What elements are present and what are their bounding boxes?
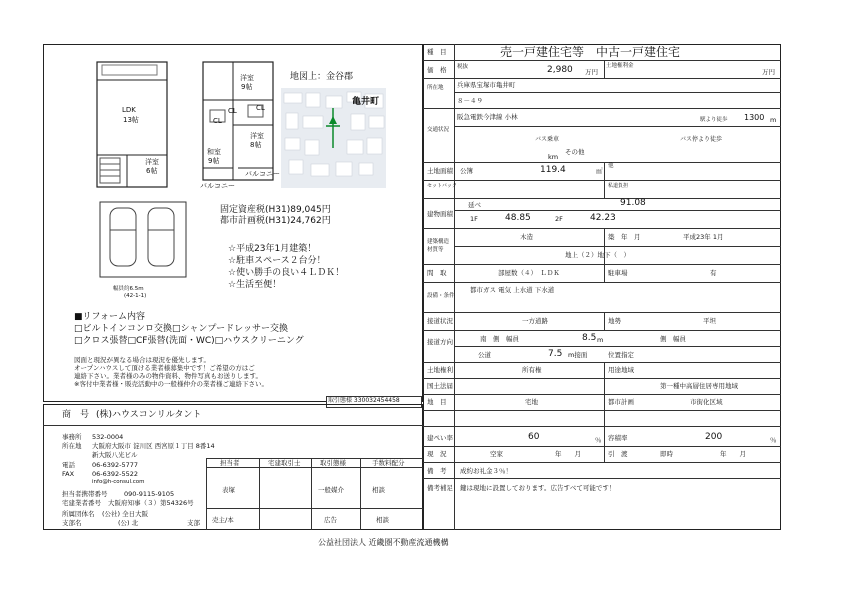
yo2-label: 洋室 <box>250 132 264 140</box>
point-3: ☆使い勝手の良い４ＬＤＫ！ <box>228 268 345 278</box>
ldkind-label: 地 目 <box>427 398 447 406</box>
reform-line-1: □ビルトインコンロ交換□シャンプードレッサー交換 <box>74 324 289 334</box>
tbl-row2a: 売主/本 <box>212 516 234 524</box>
layout-label: 間 取 <box>427 269 447 277</box>
traffic-label: 交通状況 <box>427 127 450 133</box>
property-title: 売一戸建住宅等 中古一戸建住宅 <box>500 45 681 59</box>
utilities: 都市ガス 電気 上水道 下水道 <box>470 286 555 294</box>
parking-drawing <box>98 200 188 280</box>
zip: 532-0004 <box>92 433 124 441</box>
map-label: 地図上：金谷郡 <box>290 72 354 82</box>
cov-pct: ％ <box>595 436 602 444</box>
extra: 鍵は現地に設置しております。広告すべて可能です！ <box>460 484 616 492</box>
cl-label-1: CL <box>213 117 222 125</box>
branch-label: 支部名 <box>62 519 82 527</box>
ldkind: 宅地 <box>525 398 538 406</box>
tbl-v1: 表塚 <box>222 486 235 494</box>
land-right-label: 土地権利 <box>427 366 453 374</box>
fax-label: FAX <box>62 470 75 478</box>
far: 200 <box>705 432 723 442</box>
setback-label: セットバック <box>427 183 457 189</box>
road-unit: m <box>597 336 604 344</box>
status-ym: 年 月 <box>555 450 581 458</box>
road-dir-label: 接道方向 <box>427 338 453 346</box>
point-4: ☆生活至便！ <box>228 280 282 290</box>
bldg-1f-label: 1F <box>470 215 478 223</box>
status: 空家 <box>490 450 503 458</box>
assoc-label: 所属団体名 <box>62 510 95 518</box>
reform-title: ■リフォーム内容 <box>74 312 146 322</box>
branch: (公) 北 <box>118 519 139 527</box>
land-label: 土地面積 <box>427 167 453 175</box>
office-label: 事務所 <box>62 433 82 441</box>
addr-2: 新大阪八光ビル <box>92 451 138 459</box>
cl-label-2: CL <box>256 104 265 112</box>
loc-label: 所在地 <box>427 85 444 91</box>
yo1-size: 9帖 <box>241 83 253 91</box>
road-2: 側 幅員 <box>660 335 686 343</box>
remarks-label: 備 考 <box>427 467 447 475</box>
traffic-other: その他 <box>565 148 585 156</box>
struct-label: 建築構造 材質等 <box>427 239 450 253</box>
other-label: 他 <box>608 163 614 169</box>
land-type: 公簿 <box>460 167 473 175</box>
price-alt-label: 土地権利金 <box>606 63 634 69</box>
land-right: 所有権 <box>522 366 542 374</box>
traffic-bus-2: バス停より徒歩 <box>680 136 723 143</box>
traffic-bus: バス乗車 <box>535 136 560 143</box>
footer-org: 公益社団法人 近畿圏不動産流通機構 <box>318 538 449 547</box>
balcony-label-2: バルコニー <box>245 170 280 178</box>
tbl-h3: 取引態様 <box>320 459 346 467</box>
note-2: オープンハウスして頂ける業者様募集中です！ご希望の方はご <box>74 364 255 372</box>
price-unit-2: 万円 <box>762 68 775 76</box>
license: 大阪府知事（３）第54326号 <box>108 499 194 507</box>
company-name: (株)ハウスコンリルタント <box>96 410 202 420</box>
contact: 090-9115-9105 <box>124 490 175 498</box>
utilities-label: 設備・条件 <box>427 293 455 299</box>
tax-city: 都市計画税(H31)24,762円 <box>220 216 331 226</box>
bldg-total: 91.08 <box>620 198 646 208</box>
designated-label: 位置指定 <box>608 351 634 359</box>
tbl-v3: 相談 <box>372 486 385 494</box>
parking-label: 駐車場 <box>608 269 628 277</box>
fax: 06-6392-5522 <box>92 470 139 478</box>
frontage: 7.5 <box>548 349 563 359</box>
road-width: 8.5 <box>582 333 597 343</box>
far-pct: ％ <box>770 436 777 444</box>
far-label: 容積率 <box>608 434 628 442</box>
cl-label-3: CL <box>228 107 237 115</box>
tbl-h1: 担当者 <box>220 459 240 467</box>
loc-2: ８－４９ <box>457 97 483 105</box>
land-unit: ㎡ <box>596 167 603 175</box>
use-label: 用途地域 <box>608 366 634 374</box>
contact-label: 担当者携帯番号 <box>62 490 108 498</box>
ldk-label: LDK <box>122 106 136 114</box>
tel-label: 電話 <box>62 461 75 469</box>
zoning: 市街化区域 <box>690 398 723 406</box>
cov: 60 <box>528 432 540 442</box>
assoc: (公社) 全日大阪 <box>102 510 149 518</box>
bldg-2f: 42.23 <box>590 213 616 223</box>
price-label: 価 格 <box>427 66 447 74</box>
traffic-min: 1300 <box>744 113 765 122</box>
tbl-row2c: 相談 <box>376 516 389 524</box>
road-label: 接道状況 <box>427 317 453 325</box>
wa-room-label: 和室 <box>207 148 221 156</box>
slope-label: 地勢 <box>608 317 621 325</box>
deliv: 即時 <box>660 450 673 458</box>
deliv-ym: 年 月 <box>720 450 746 458</box>
price-sub: 税抜 <box>457 64 469 70</box>
frontage-label: m接面 <box>568 351 588 359</box>
trade-no: 取引態様 330032454458 <box>328 397 400 404</box>
map-town: 亀井町 <box>352 97 380 107</box>
use: 第一種中高層住居専用地域 <box>660 382 738 390</box>
wa-room-size: 9帖 <box>208 157 220 165</box>
bldg-total-label: 延べ <box>468 201 481 209</box>
tel: 06-6392-5777 <box>92 461 139 469</box>
struct: 木造 <box>520 233 533 241</box>
slope: 平坦 <box>703 317 716 325</box>
addr-label: 所在地 <box>62 442 82 450</box>
zoning-label: 都市計画 <box>608 398 634 406</box>
tbl-v2: 一般媒介 <box>318 486 344 494</box>
wa-label: 洋室 <box>145 158 159 166</box>
ldk-size: 13帖 <box>123 116 139 124</box>
road-note: 幅員約6.5m <box>113 286 144 292</box>
tbl-h2: 宅建取引士 <box>268 459 301 467</box>
mail: info@h-consul.com <box>92 479 145 485</box>
balcony-label-1: バルコニー <box>200 182 235 190</box>
price-unit: 万円 <box>585 68 598 76</box>
yo2-size: 8帖 <box>250 141 262 149</box>
road-dir: 南 側 幅員 <box>480 335 519 343</box>
road-note-2: (42-1-1) <box>124 293 147 299</box>
private-label: 私道負担 <box>608 183 629 189</box>
title-label: 種 目 <box>427 48 447 56</box>
remarks: 成約お礼金３％！ <box>460 467 512 475</box>
floors: 地上（２）地下（ ） <box>565 251 630 259</box>
bldg-2f-label: 2F <box>555 215 563 223</box>
land-area: 119.4 <box>540 165 566 175</box>
point-2: ☆駐車スペース２台分！ <box>228 256 326 266</box>
note-1: 図面と現況が異なる場合は現況を優先します。 <box>74 356 210 364</box>
loc: 兵庫県宝塚市亀井町 <box>457 81 516 89</box>
branch-suffix: 支部 <box>187 519 200 527</box>
built-label: 築 年 月 <box>608 233 641 241</box>
status-label: 現 況 <box>427 450 447 458</box>
parking: 有 <box>710 269 717 277</box>
cov-label: 建ぺい率 <box>427 434 453 442</box>
tbl-h4: 手数料配分 <box>372 459 405 467</box>
license-label: 宅建業者番号 <box>62 499 101 507</box>
road: 一方道路 <box>522 317 548 325</box>
point-1: ☆平成23年1月建築！ <box>228 244 317 254</box>
law-label: 国土法届 <box>427 382 453 390</box>
price: 2,980 <box>547 65 573 75</box>
tax-fixed: 固定資産税(H31)89,045円 <box>220 205 331 215</box>
note-3: 連絡下さい。業者様のみの物件資料、物件写真もお送りします。 <box>74 372 262 380</box>
layout: 部屋数（４） ＬＤＫ <box>498 269 560 277</box>
bldg-label: 建物面積 <box>427 210 453 218</box>
traffic-km: km <box>548 153 559 161</box>
company-shogo-label: 商 号 <box>62 410 90 420</box>
note-4: ※客付中業者様・販売活動中の一般様仲介の業者様ご連絡下さい。 <box>74 380 268 388</box>
built: 平成23年 1月 <box>683 233 724 241</box>
traffic-unit: m <box>770 116 777 124</box>
addr-1: 大阪府大阪市 淀川区 西宮原１丁目 8番14 <box>92 442 215 450</box>
public-label: 公道 <box>478 351 491 359</box>
tbl-row2b: 広告 <box>324 516 337 524</box>
yo1-label: 洋室 <box>240 74 254 82</box>
deliv-label: 引 渡 <box>608 450 628 458</box>
traffic-walk: 駅より徒歩 <box>700 117 728 123</box>
traffic-line: 阪急電鉄今津線 小林 <box>457 113 518 121</box>
extra-label: 備考補足 <box>427 484 453 492</box>
floorplan-1f <box>92 60 172 190</box>
reform-line-2: □クロス張替□CF張替(洗面・WC)□ハウスクリーニング <box>74 336 304 346</box>
wa-size: 6帖 <box>146 167 158 175</box>
bldg-1f: 48.85 <box>505 213 531 223</box>
